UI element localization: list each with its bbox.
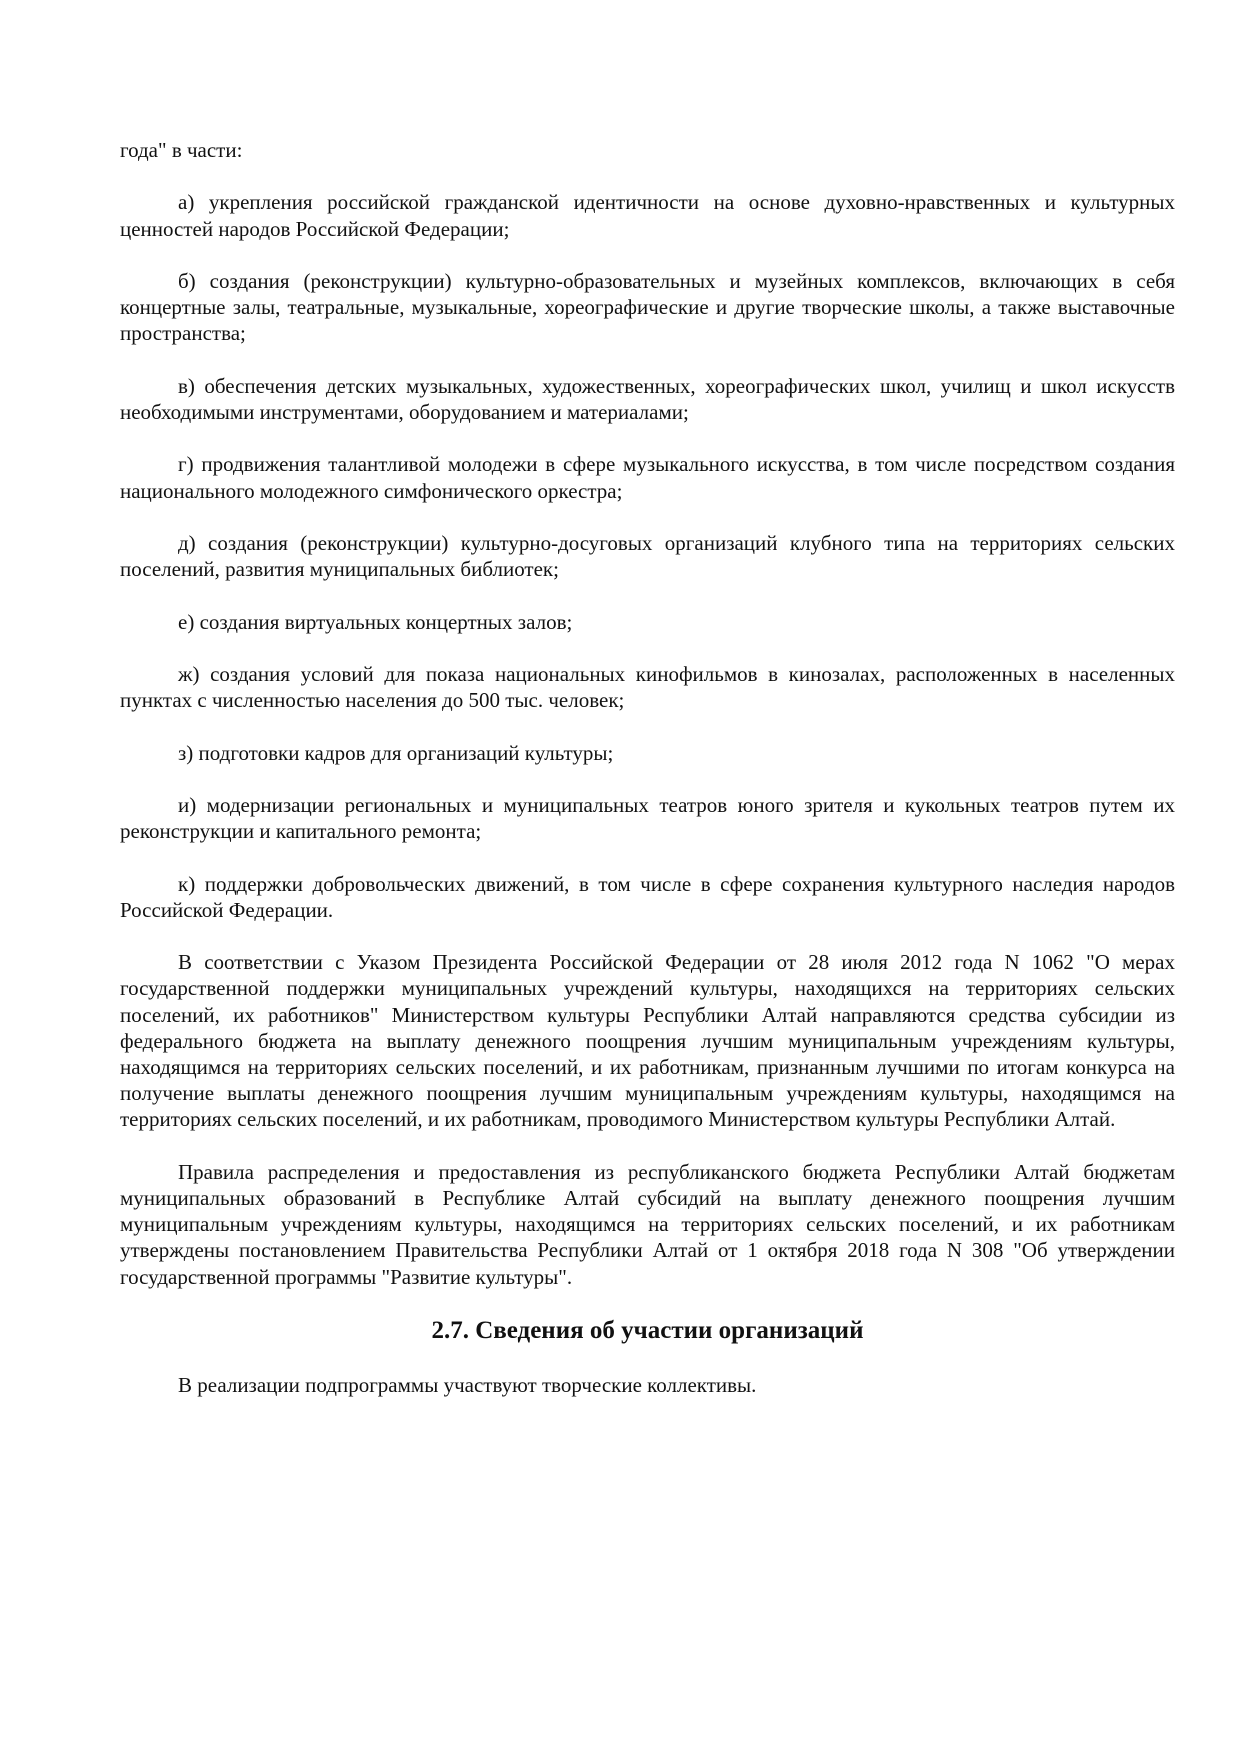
section-text: В реализации подпрограммы участвуют творческие коллективы. (178, 1372, 757, 1397)
list-item-v: в) обеспечения детских музыкальных, художественных, хореографических школ, училищ и школ искусств необходимыми инструментами, оборудованием и материалами; (120, 373, 1175, 424)
list-item-g: г) продвижения талантливой молодежи в сфере музыкального искусства, в том числе посредством создания национального молодежного симфонического оркестра; (120, 452, 1175, 503)
list-item-k: к) поддержки добровольческих движений, в том числе в сфере сохранения культурного наследия народов Российской Федерации. (120, 871, 1175, 922)
list-item-zh: ж) создания условий для показа национальных кинофильмов в кинозалах, расположенных в населенных пунктах с численностью населения до 500 тыс. человек; (120, 661, 1175, 713)
list-item-i: и) модернизации региональных и муниципальных театров юного зрителя и кукольных театров путем их реконструкции и капитального ремонта; (120, 792, 1175, 844)
paragraph-intro: года" в части: (120, 138, 243, 162)
list-item-b: б) создания (реконструкции) культурно-образовательных и музейных комплексов, включающих в себя концертные залы, театральные, музыкальные, хореографические и другие творческие школы, а также выставочные пространства; (120, 268, 1175, 346)
list-item-e: е) создания виртуальных концертных залов; (178, 609, 573, 634)
paragraph-decree: В соответствии с Указом Президента Российской Федерации от 28 июля 2012 года N 1062 "О мерах государственной поддержки муниципальных учреждений культуры, находящихся на территориях сельских поселений, их работников" Министерством культуры Республики Алтай направляются средства субсидии из федерального бюджета на выплату денежного поощрения лучшим муниципальным учреждениям культуры, находящимся на территориях сельских поселений, и их работникам, признанным лучшими по итогам конкурса на получение выплаты денежного поощрения лучшим муниципальным учреждениям культуры, находящимся на территориях сельских поселений, и их работникам, проводимого Министерством культуры Республики Алтай. (120, 950, 1175, 1132)
document-page (120, 137, 1175, 1424)
list-item-z: з) подготовки кадров для организаций культуры; (178, 740, 614, 765)
list-item-a: а) укрепления российской гражданской идентичности на основе духовно-нравственных и культурных ценностей народов Российской Федерации; (120, 190, 1175, 241)
paragraph-rules: Правила распределения и предоставления из республиканского бюджета Республики Алтай бюджетам муниципальных образований в Республике Алтай субсидий на выплату денежного поощрения лучшим муниципальным учреждениям культуры, находящимся на территориях сельских поселений, и их работникам утверждены постановлением Правительства Республики Алтай от 1 октября 2018 года N 308 "Об утверждении государственной программы "Развитие культуры". (120, 1159, 1175, 1289)
section-heading: 2.7. Сведения об участии организаций (431, 1316, 864, 1344)
list-item-d: д) создания (реконструкции) культурно-досуговых организаций клубного типа на территориях сельских поселений, развития муниципальных библиотек; (120, 530, 1175, 582)
